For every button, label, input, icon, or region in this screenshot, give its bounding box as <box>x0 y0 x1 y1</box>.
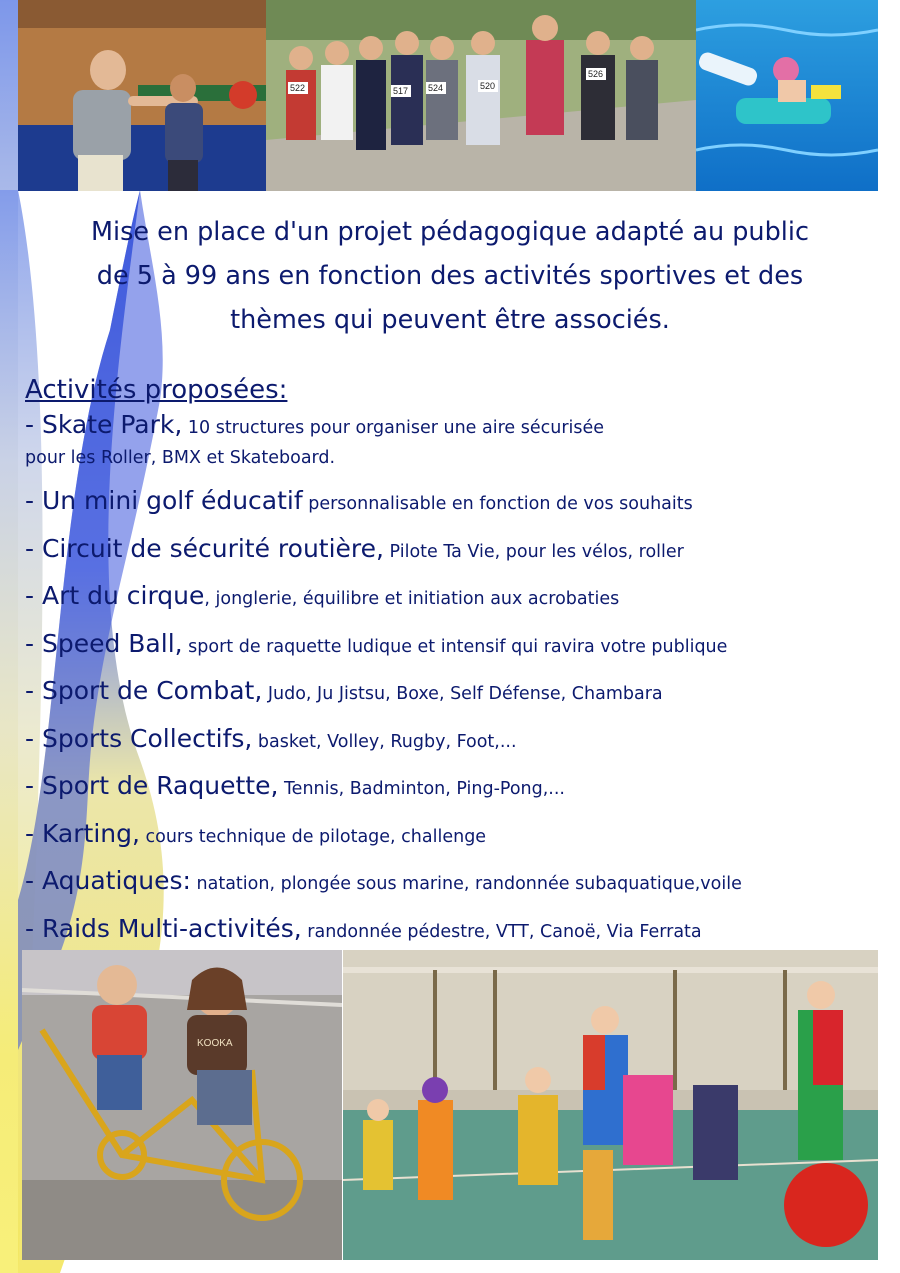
activity-speed-ball <box>25 622 885 670</box>
circus-clowns-photo <box>343 950 878 1260</box>
activities-section <box>25 372 885 954</box>
activity-name: - Skate Park, <box>25 410 183 439</box>
activity-description: Judo, Ju Jistsu, Boxe, Self Défense, Chambara <box>262 684 663 704</box>
activity-description: , jonglerie, équilibre et initiation aux acrobaties <box>204 589 620 609</box>
activity-sport-raquette <box>25 764 885 812</box>
activity-name: - Circuit de sécurité routière, <box>25 533 384 563</box>
shirt-text: KOOKA <box>197 1038 233 1049</box>
activities-heading: Activités proposées: <box>25 375 288 405</box>
activity-name: - Karting, <box>25 818 140 848</box>
activity-description: natation, plongée sous marine, randonnée subaquatique,voile <box>190 874 742 894</box>
activity-description: cours technique de pilotage, challenge <box>139 826 487 847</box>
running-race-photo <box>266 0 696 191</box>
intro-line: de 5 à 99 ans en fonction des activités sportives et des <box>96 261 804 291</box>
activity-skate-park <box>25 410 885 443</box>
activity-description: 10 structures pour organiser une aire sécurisée <box>182 418 605 438</box>
activity-description: Tennis, Badminton, Ping-Pong,... <box>278 779 565 799</box>
activity-name: - Aquatiques: <box>25 866 191 895</box>
activity-karting <box>25 812 885 860</box>
activity-circuit-securite <box>25 527 885 575</box>
activity-description: basket, Volley, Rugby, Foot,... <box>252 731 517 752</box>
activity-name: - Art du cirque <box>25 581 205 610</box>
activity-sports-collectifs <box>25 717 885 765</box>
activity-description-continued: pour les Roller, BMX et Skateboard. <box>25 448 336 468</box>
activity-art-cirque <box>25 574 885 622</box>
juggling-drum <box>583 1150 613 1240</box>
swimming-pool-photo <box>696 0 878 191</box>
activity-name: - Raids Multi-activités, <box>25 913 302 943</box>
bib-number: 524 <box>428 83 444 93</box>
bib-number: 522 <box>290 83 306 93</box>
activity-raids <box>25 907 885 955</box>
bib-number: 526 <box>588 69 604 79</box>
activity-name: - Sport de Raquette, <box>25 771 279 800</box>
intro-text <box>30 210 870 342</box>
activity-mini-golf <box>25 479 885 527</box>
activity-description: randonnée pédestre, VTT, Canoë, Via Ferrata <box>301 921 702 942</box>
intro-line: Mise en place d'un projet pédagogique adapté au public <box>91 217 809 247</box>
bib-number: 520 <box>480 81 496 91</box>
activity-aquatiques <box>25 859 885 907</box>
activity-description: Pilote Ta Vie, pour les vélos, roller <box>383 541 684 562</box>
activity-name: - Speed Ball, <box>25 628 183 658</box>
activity-description: personnalisable en fonction de vos souhaits <box>302 494 693 514</box>
bib-number: 517 <box>393 86 409 96</box>
activity-name: - Sports Collectifs, <box>25 723 253 753</box>
ping-pong-photo <box>18 0 268 191</box>
balance-ball <box>784 1163 868 1247</box>
activity-name: - Sport de Combat, <box>25 676 263 705</box>
child-bike-photo <box>22 950 342 1260</box>
activity-description: sport de raquette ludique et intensif qui ravira votre publique <box>182 636 728 657</box>
activity-sport-combat <box>25 669 885 717</box>
activity-name: - Un mini golf éducatif <box>25 486 303 515</box>
intro-line: thèmes qui peuvent être associés. <box>230 305 670 335</box>
